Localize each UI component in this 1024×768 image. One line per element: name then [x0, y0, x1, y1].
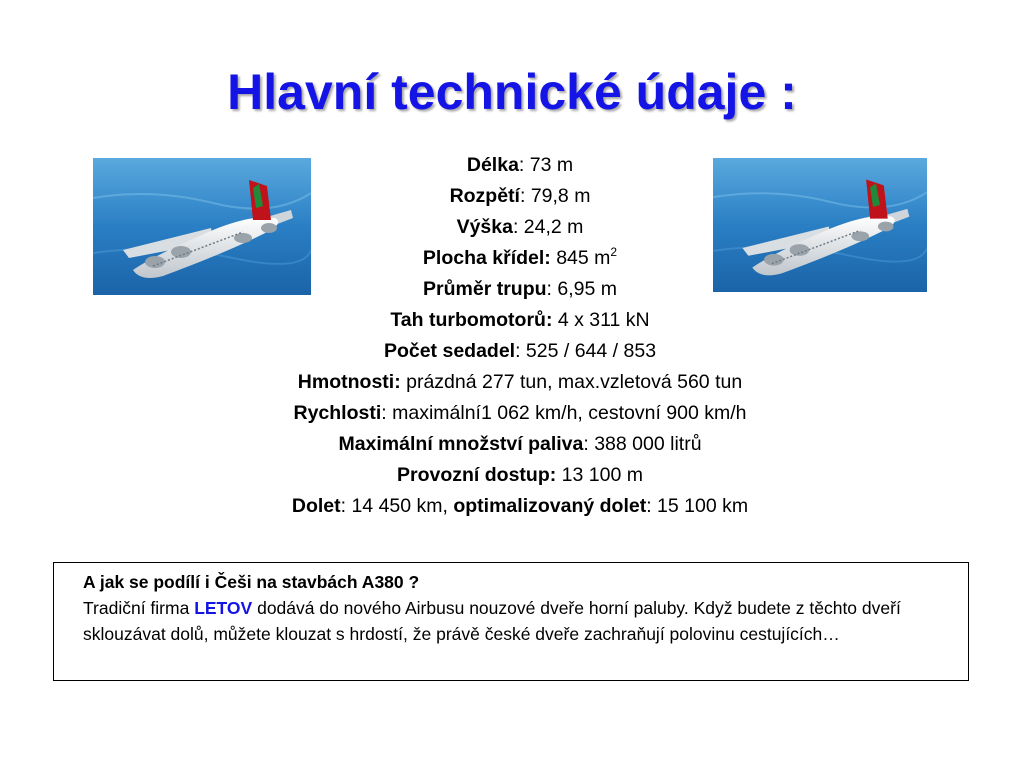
spec-rozpeti [160, 181, 880, 212]
spec-prumer-trupu [160, 274, 880, 305]
spec-value: : maximální1 062 km/h, cestovní 900 km/h [381, 402, 747, 424]
spec-label: Počet sedadel [383, 340, 516, 362]
spec-value: : 79,8 m [519, 185, 591, 207]
spec-value: : 14 450 km, [340, 495, 454, 517]
note-heading: A jak se podílí i Češi na stavbách A380 ? [83, 572, 420, 592]
spec-plocha-kridel [160, 243, 880, 274]
spec-value: : 388 000 litrů [583, 433, 702, 455]
spec-dolet [160, 491, 880, 522]
spec-label: Rozpětí [449, 185, 520, 207]
spec-label: Plocha křídel: [422, 247, 551, 269]
spec-value: 13 100 m [556, 464, 643, 486]
spec-label: Tah turbomotorů: [390, 309, 553, 331]
spec-label: Dolet [291, 495, 341, 517]
spec-rychlosti [160, 398, 880, 429]
spec-value: 4 x 311 kN [552, 309, 650, 331]
spec-label: Provozní dostup: [397, 464, 557, 486]
spec-value-secondary: : 15 100 km [646, 495, 749, 517]
spec-label-secondary: optimalizovaný dolet [453, 495, 647, 517]
spec-label: Rychlosti [293, 402, 382, 424]
spec-value: 845 m [550, 247, 611, 269]
specs-list [160, 150, 880, 522]
spec-value: prázdná 277 tun, max.vzletová 560 tun [400, 371, 743, 393]
spec-hmotnosti [160, 367, 880, 398]
slide-title: Hlavní technické údaje : [227, 64, 797, 120]
spec-label: Maximální množství paliva [338, 433, 584, 455]
spec-pocet-sedadel [160, 336, 880, 367]
spec-vyska [160, 212, 880, 243]
spec-superscript: 2 [610, 245, 618, 259]
note-text-after: dodává do nového Airbusu nouzové dveře horní paluby. Když budete z těchto dveří sklouzávat dolů, můžete klouzat s hrdostí, že právě české dveře zachraňují polovinu cestujících… [83, 598, 901, 644]
note-text-before: Tradiční firma [83, 598, 195, 618]
note-highlight-letov: LETOV [194, 598, 253, 618]
spec-label: Průměr trupu [423, 278, 547, 300]
spec-value: : 24,2 m [512, 216, 584, 238]
spec-label: Výška [456, 216, 513, 238]
spec-label: Délka [466, 154, 519, 176]
spec-value: : 525 / 644 / 853 [515, 340, 657, 362]
spec-palivo [160, 429, 880, 460]
note-box [53, 562, 969, 681]
spec-value: : 73 m [518, 154, 574, 176]
spec-tah [160, 305, 880, 336]
spec-delka [160, 150, 880, 181]
spec-label: Hmotnosti: [297, 371, 401, 393]
spec-value: : 6,95 m [546, 278, 617, 300]
note-text [83, 595, 948, 647]
spec-dostup [160, 460, 880, 491]
